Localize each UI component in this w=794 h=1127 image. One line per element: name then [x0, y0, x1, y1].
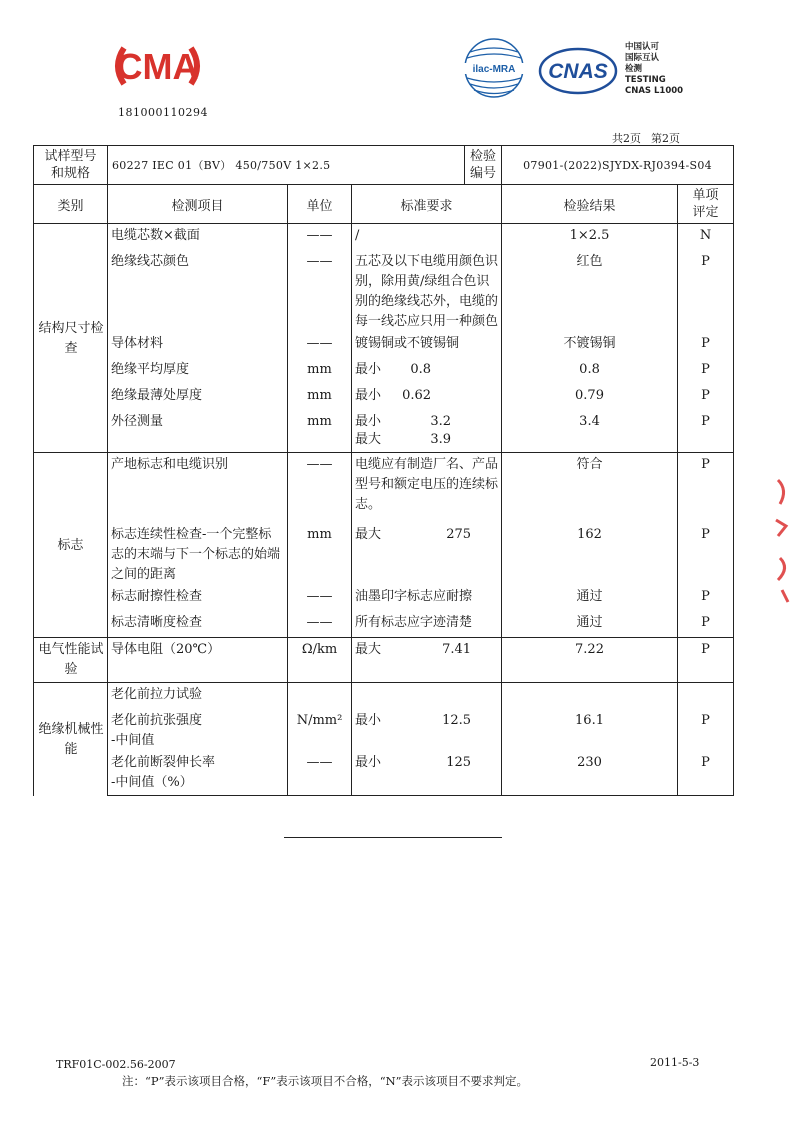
- test-results-table: [33, 145, 734, 796]
- table-row: 标志 产地标志和电缆识别 —— 电缆应有制造厂名、产品型号和额定电压的连续标志。 符合 P: [34, 453, 734, 524]
- table-row: 绝缘机械性能 老化前拉力试验: [34, 683, 734, 710]
- footnote: 注：“P”表示该项目合格，“F”表示该项目不合格，“N”表示该项目不要求判定。: [122, 1074, 529, 1088]
- col-item: 检测项目: [108, 185, 288, 224]
- sample-value: 60227 IEC 01（BV） 450/750V 1×2.5: [112, 159, 331, 172]
- cnas-logo: [538, 46, 618, 96]
- table-row: 导体材料 —— 镀锡铜或不镀锡铜 不镀锡铜 P: [34, 332, 734, 358]
- table-row: 标志清晰度检查 —— 所有标志应字迹清楚 通过 P: [34, 611, 734, 638]
- current-page: 第2页: [651, 132, 680, 145]
- col-verdict: 单项 评定: [678, 185, 734, 224]
- cma-logo: [110, 42, 205, 90]
- end-divider: [284, 837, 502, 838]
- cnas-accreditation-text: 中国认可 国际互认 检测 TESTING CNAS L1000: [625, 42, 684, 96]
- section-structure: 结构尺寸检查: [34, 224, 108, 453]
- column-header-row: [34, 185, 734, 224]
- page-indicator: [612, 130, 680, 146]
- table-row: 标志耐擦性检查 —— 油墨印字标志应耐擦 通过 P: [34, 585, 734, 611]
- certificate-number: 181000110294: [118, 106, 208, 119]
- sample-info-row: [34, 146, 734, 185]
- report-label: 检验 编号: [464, 146, 501, 184]
- table-row: 外径测量 mm 最小 3.2 最大 3.9 3.4 P: [34, 410, 734, 453]
- col-standard: 标准要求: [352, 185, 502, 224]
- report-number: 07901-(2022)SJYDX-RJ0394-S04: [502, 146, 734, 185]
- table-row: 老化前断裂伸长率 -中间值（%） —— 最小 125 230 P: [34, 751, 734, 796]
- col-unit: 单位: [288, 185, 352, 224]
- cma-text: CMA: [116, 46, 199, 87]
- ilac-mra-logo: [462, 36, 526, 106]
- total-pages: 共2页: [612, 132, 641, 145]
- table-row: 标志连续性检查-一个完整标志的末端与下一个标志的始端之间的距离 mm 最大 275 162 P: [34, 523, 734, 585]
- section-mechanical: 绝缘机械性能: [34, 683, 108, 796]
- table-row: 绝缘最薄处厚度 mm 最小 0.62 0.79 P: [34, 384, 734, 410]
- col-result: 检验结果: [502, 185, 678, 224]
- ilac-text: ilac-MRA: [472, 64, 516, 75]
- section-marking: 标志: [34, 453, 108, 638]
- col-category: 类别: [34, 185, 108, 224]
- table-row: 电气性能试验 导体电阻（20℃） Ω/km 最大 7.41 7.22 P: [34, 638, 734, 683]
- cnas-text: CNAS: [548, 60, 608, 83]
- stamp-fragment: [768, 470, 794, 610]
- table-row: 结构尺寸检查 电缆芯数×截面 —— / 1×2.5 N: [34, 224, 734, 251]
- section-electrical: 电气性能试验: [34, 638, 108, 683]
- table-row: 老化前抗张强度 -中间值 N/mm² 最小 12.5 16.1 P: [34, 709, 734, 751]
- document-date: 2011-5-3: [650, 1056, 700, 1069]
- table-row: 绝缘线芯颜色 —— 五芯及以下电缆用颜色识别，除用黄/绿组合色识别的绝缘线芯外，电缆的每一线芯应只用一种颜色 红色 P: [34, 250, 734, 332]
- sample-label: 试样型号 和规格: [34, 146, 108, 185]
- table-row: 绝缘平均厚度 mm 最小 0.8 0.8 P: [34, 358, 734, 384]
- form-code: TRF01C-002.56-2007: [56, 1058, 176, 1071]
